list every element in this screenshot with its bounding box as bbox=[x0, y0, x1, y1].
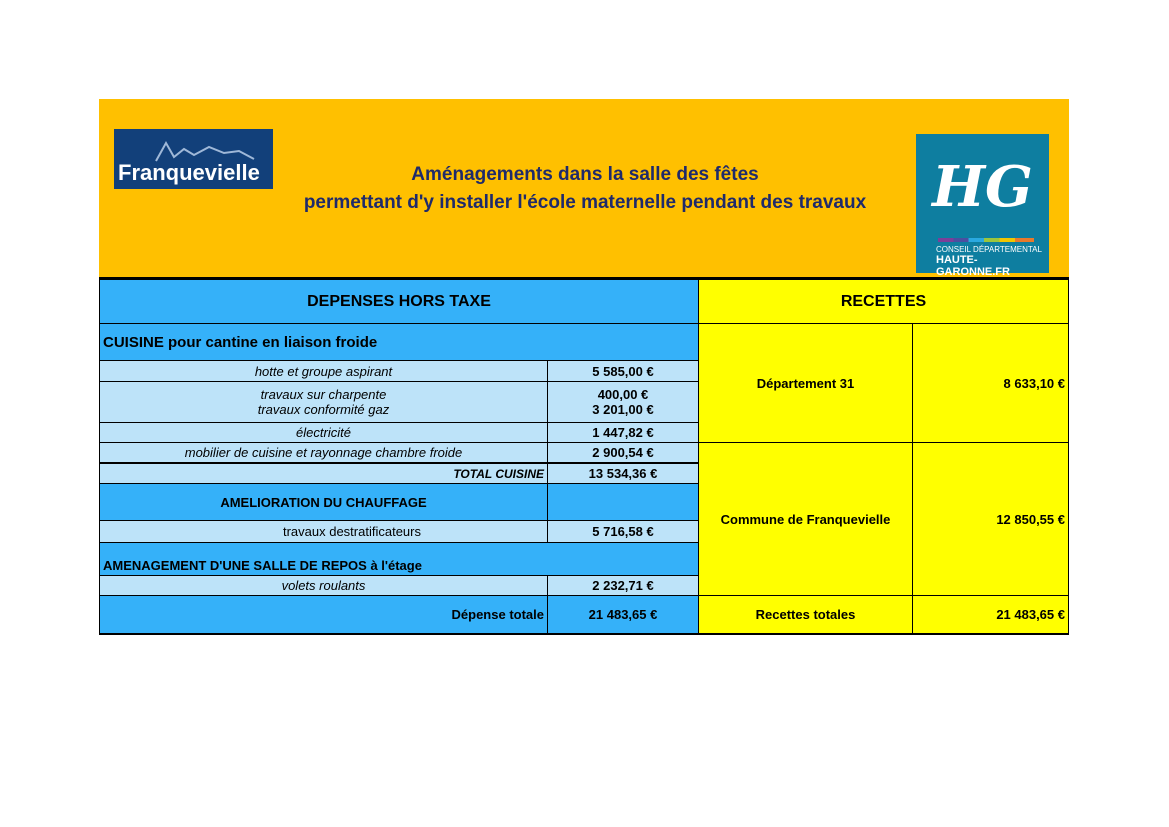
recette-value: 8 633,10 € bbox=[912, 323, 1069, 443]
item-label: travaux sur charpente bbox=[260, 387, 387, 402]
item-label: travaux conformité gaz bbox=[257, 402, 390, 417]
recettes-totales-label: Recettes totales bbox=[698, 595, 913, 635]
chauffage-heading: AMELIORATION DU CHAUFFAGE bbox=[99, 483, 548, 521]
item-value: 2 900,54 € bbox=[547, 442, 699, 464]
recette-label: Département 31 bbox=[698, 323, 913, 443]
depense-totale-value: 21 483,65 € bbox=[547, 595, 699, 635]
cuisine-heading: CUISINE pour cantine en liaison froide bbox=[99, 323, 699, 361]
item-label: hotte et groupe aspirant bbox=[99, 360, 548, 382]
haute-garonne-logo bbox=[916, 134, 1049, 278]
item-value: 5 585,00 € bbox=[547, 360, 699, 382]
item-label: électricité bbox=[99, 422, 548, 443]
hg-mark: HG bbox=[932, 154, 1033, 220]
title-line-2: permettant d'y installer l'école maternelle pendant des travaux bbox=[303, 192, 867, 213]
logo-text: Franquevielle bbox=[118, 160, 260, 185]
recette-value: 12 850,55 € bbox=[912, 442, 1069, 596]
item-value-group bbox=[547, 381, 699, 423]
logo-text-2: HAUTE-GARONNE.FR bbox=[936, 254, 1010, 278]
item-value: 2 232,71 € bbox=[547, 575, 699, 596]
item-label: mobilier de cuisine et rayonnage chambre froide bbox=[99, 442, 548, 464]
item-value: 400,00 € bbox=[597, 387, 649, 402]
logo-text-1: CONSEIL DÉPARTEMENTAL bbox=[936, 245, 1042, 254]
empty-cell bbox=[547, 483, 699, 521]
item-value: 5 716,58 € bbox=[547, 520, 699, 543]
recettes-totales-value: 21 483,65 € bbox=[912, 595, 1069, 635]
depenses-heading: DEPENSES HORS TAXE bbox=[99, 279, 699, 324]
depense-totale-label: Dépense totale bbox=[99, 595, 548, 635]
total-cuisine-label: TOTAL CUISINE bbox=[99, 463, 548, 484]
repos-heading: AMENAGEMENT D'UNE SALLE DE REPOS à l'étage bbox=[99, 542, 699, 576]
recette-label: Commune de Franquevielle bbox=[698, 442, 913, 596]
recettes-heading: RECETTES bbox=[698, 279, 1069, 324]
total-cuisine-value: 13 534,36 € bbox=[547, 463, 699, 484]
title-line-1: Aménagements dans la salle des fêtes bbox=[411, 164, 759, 185]
item-value: 1 447,82 € bbox=[547, 422, 699, 443]
item-label: volets roulants bbox=[99, 575, 548, 596]
color-bar bbox=[938, 238, 1034, 242]
item-group bbox=[99, 381, 548, 423]
item-label: travaux destratificateurs bbox=[99, 520, 548, 543]
item-value: 3 201,00 € bbox=[592, 402, 654, 417]
